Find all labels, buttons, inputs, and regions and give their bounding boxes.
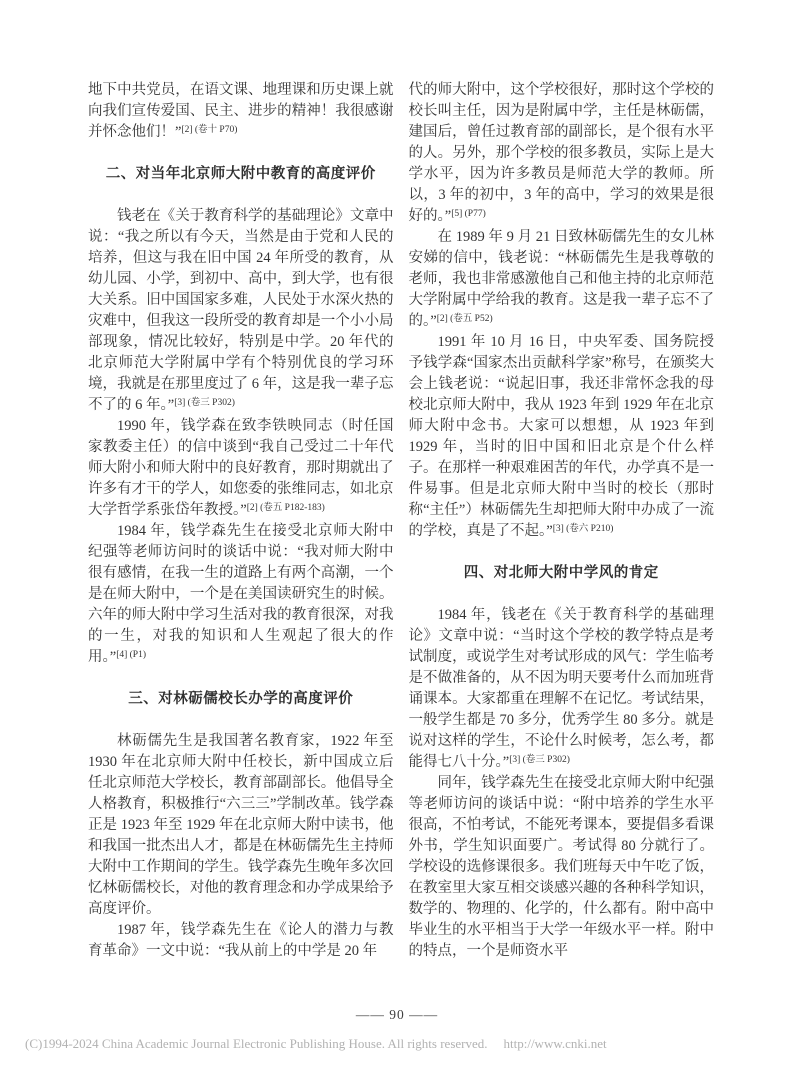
paragraph — [409, 605, 715, 773]
paragraph-text: 同年，钱学森先生在接受北京师大附中纪强等老师访问的谈话中说：“附中培养的学生水平很高，不怕考试，不能死考课本，要提倡多看课外书，学生知识面要广。考试得 80 分就行了。学校设的选修课很多。我们班每天中午吃了饭，在教室里大家互相交谈感兴趣的各种科学知识，数学的、物理的、化学的，什么都有。附中高中毕业生的水平相当于大学一年级水平一样。附中的特点，一个是师资水平 — [408, 775, 714, 959]
paragraph-text: 林砺儒先生是我国著名教育家，1922 年至 1930 年在北京师大附中任校长，新中国成立后任北京师范大学校长，教育部副部长。他倡导全人格教育，积极推行“六三三”学制改革。钱学森正是 1923 年至 1929 年在北京师大附中读书，他和我国一批杰出人才，都是在林砺儒先生主持师大附中工作期间的学生。钱学森先生晚年多次回忆林砺儒校长，对他的教育理念和办学成果给予高度评价。 — [88, 733, 394, 917]
citation-marker: [3] (卷三 P302) — [509, 755, 570, 765]
left-column — [88, 80, 394, 962]
section-heading: 二、对当年北京师大附中教育的高度评价 — [105, 166, 376, 182]
paragraph — [409, 773, 715, 962]
section-heading: 四、对北师大附中学风的肯定 — [463, 565, 659, 581]
copyright-watermark — [25, 1036, 785, 1052]
paragraph-text: 1987 年，钱学森先生在《论人的潜力与教育革命》一文中说：“我从前上的中学是 20 年 — [88, 922, 394, 959]
citation-marker: [3] (卷三 P302) — [174, 398, 235, 408]
paragraph-text: 1991 年 10 月 16 日，中央军委、国务院授予钱学森“国家杰出贡献科学家”称号，在颁奖大会上钱老说：“说起旧事，我还非常怀念我的母校北京师大附中，我从 1923 年到 1929 年在北京师大附中念书。大家可以想想，从 1923 年到 1929 年，当时的旧中国和旧北京是个什么样子。在那样一种艰难困苦的年代，办学真不是一件易事。但是北京师大附中当时的校长（那时称“主任”）林砺儒先生却把师大附中办成了一流的学校，真是了不起。” — [408, 334, 714, 539]
section-heading: 三、对林砺儒校长办学的高度评价 — [128, 691, 354, 707]
paragraph-text: 1990 年，钱学森在致李铁映同志（时任国家教委主任）的信中谈到“我自己受过二十年代师大附小和师大附中的良好教育，那时期就出了许多有才干的学人，如您委的张维同志，如北京大学哲学系张岱年教授。” — [88, 418, 394, 518]
paragraph — [88, 521, 394, 668]
citation-marker: [2] (卷五 P52) — [436, 314, 493, 324]
paragraph-text: 钱老在《关于教育科学的基础理论》文章中说：“我之所以有今天，当然是由于党和人民的培养，但这与我在旧中国 24 年所受的教育，从幼儿园、小学，到初中、高中，到大学，也有很大关系。旧中国国家多难，人民处于水深火热的灾难中，但我这一段所受的教育却是一个小小局部现象，情况比较好，特别是中学。20 年代的北京师范大学附属中学有个特别优良的学习环境，我就是在那里度过了 6 年，这是我一辈子忘不了的 6 年。” — [88, 208, 394, 413]
paragraph-text: 在 1989 年 9 月 21 日致林砺儒先生的女儿林安娣的信中，钱老说：“林砺儒先生是我尊敬的老师，我也非常感激他自己和他主持的北京师范大学附属中学给我的教育。这是我一辈子忘不了的。” — [408, 229, 714, 329]
paragraph — [409, 80, 715, 227]
paragraph-text: 地下中共党员，在语文课、地理课和历史课上就向我们宣传爱国、民主、进步的精神！我很感谢并怀念他们！” — [88, 82, 394, 140]
citation-marker: [2] (卷五 P182-183) — [246, 503, 325, 513]
right-column — [409, 80, 715, 962]
paragraph — [88, 920, 394, 962]
citation-marker: [3] (卷六 P210) — [552, 524, 614, 534]
paragraph-text: 代的师大附中，这个学校很好，那时这个学校的校长叫主任，因为是附属中学，主任是林砺儒，建国后，曾任过教育部的副部长，是个很有水平的人。另外，那个学校的很多教员，实际上是大学水平，因为许多教员是师范大学的教师。所以，3 年的初中，3 年的高中，学习的效果是很好的。” — [408, 82, 714, 224]
citation-marker: [5] (P77) — [451, 209, 486, 219]
cnki-url: http://www.cnki.net — [503, 1036, 607, 1051]
paragraph-text: 1984 年，钱老在《关于教育科学的基础理论》文章中说：“当时这个学校的教学特点是考试制度，或说学生对考试形成的风气：学生临考是不做准备的，从不因为明天要考什么而加班背诵课本。大家都重在理解不在记忆。考试结果，一般学生都是 70 多分，优秀学生 80 多分。就是说对这样的学生，不论什么时候考，怎么考，都能得七八十分。” — [408, 607, 714, 770]
two-column-text-area — [88, 80, 714, 962]
citation-marker: [2] (卷十 P70) — [181, 125, 238, 135]
page-number: —— 90 —— — [355, 1007, 439, 1022]
paragraph — [88, 731, 394, 920]
paragraph — [88, 416, 394, 521]
paragraph — [409, 332, 715, 542]
copyright-text: (C)1994-2024 China Academic Journal Electronic Publishing House. All rights reserved. — [25, 1036, 488, 1051]
paragraph — [409, 227, 715, 332]
paragraph-text: 1984 年，钱学森先生在接受北京师大附中纪强等老师访问时的谈话中说：“我对师大附中很有感情，在我一生的道路上有两个高潮，一个是在师大附中，一个是在美国读研究生的时候。六年的师大附中学习生活对我的教育很深，对我的一生，对我的知识和人生观起了很大的作用。” — [88, 523, 394, 665]
paragraph — [88, 80, 394, 143]
citation-marker: [4] (P1) — [116, 650, 147, 660]
paragraph — [88, 206, 394, 416]
